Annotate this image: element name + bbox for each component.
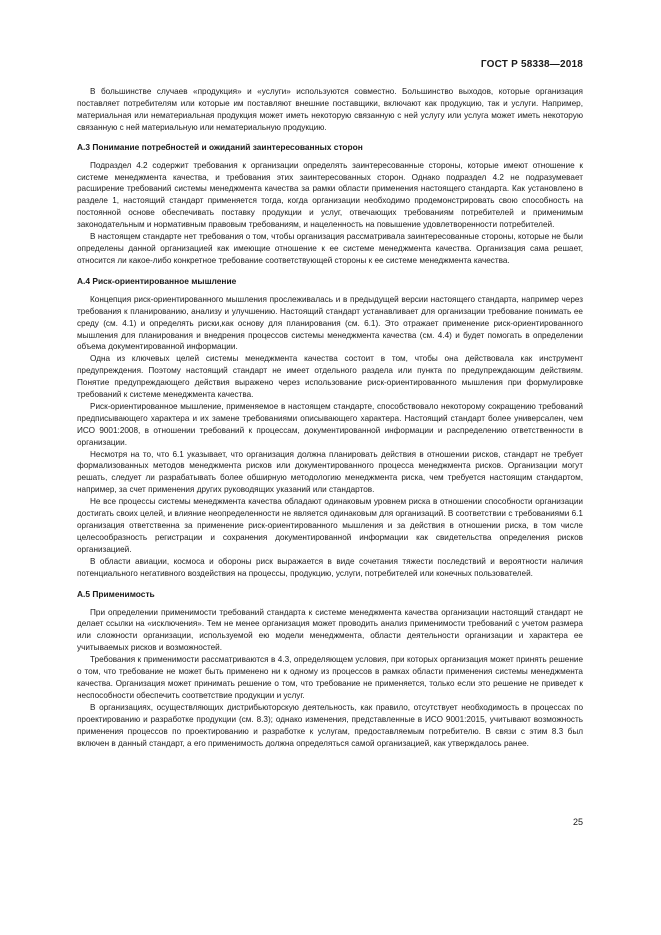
paragraph: Несмотря на то, что 6.1 указывает, что организация должна планировать действия в отношении рисков, стандарт не требует формализованных методов менеджмента рисков или документированного процесса менеджмента рисков. Организации могут решать, следует ли разрабатывать более обширную методологию менеджмента риска, чем требуется настоящим стандартом, например, за счет применения других руководящих указаний или стандартов.	[77, 449, 583, 495]
document-body	[77, 86, 583, 749]
paragraph: В организациях, осуществляющих дистрибьюторскую деятельность, как правило, отсутствует необходимость в процессах по проектированию и разработке продукции (см. 8.3); однако изменения, представленные в ИСО 9001:2015, учитывают возможность применения процессов по проектированию и разработке к услугам, предоставляемым потребителю. В связи с этим 8.3 был включен в данный стандарт, а его применимость должна определяться самой организацией, как утверждалось ранее.	[77, 702, 583, 748]
paragraph: Концепция риск-ориентированного мышления прослеживалась и в предыдущей версии настоящего стандарта, например через требования к планированию, анализу и улучшению. Настоящий стандарт устанавливает для организации требование понимать ее среду (см. 4.1) и определять риски,как основу для планирования (см. 6.1). Это отражает применение риск-ориентированного мышления для планирования и внедрения процессов системы менеджмента качества (см. 4.4) и будет помогать в определении объема документированной информации.	[77, 294, 583, 352]
paragraph: Риск-ориентированное мышление, применяемое в настоящем стандарте, способствовало некоторому сокращению требований предписывающего характера и их замене требованиями описывающего характера. Настоящий стандарт более универсален, чем ИСО 9001:2008, в отношении требований к процессам, документированной информации и распределению ответственности в организации.	[77, 401, 583, 447]
section-heading-a4: А.4 Риск-ориентированное мышление	[77, 275, 237, 286]
paragraph: Одна из ключевых целей системы менеджмента качества состоит в том, чтобы она действовала как инструмент предупреждения. Поэтому настоящий стандарт не имеет отдельного раздела или пункта по предупреждающим действиям. Понятие предупреждающего действия выражено через использование риск-ориентированного мышления при формулировке требований к системе менеджмента качества.	[77, 354, 583, 400]
page-number: 25	[572, 817, 583, 827]
paragraph: При определении применимости требований стандарта к системе менеджмента качества организации настоящий стандарт не делает ссылки на «исключения». Тем не менее организация может проводить анализ применимости требований с учетом размера или сложности организации, используемой ею модели менеджмента, области деятельности организации и характера ее учитываемых рисков и возможностей.	[77, 607, 583, 653]
paragraph: Подраздел 4.2 содержит требования к организации определять заинтересованные стороны, которые имеют отношение к системе менеджмента качества, и требования этих заинтересованных сторон. Однако подраздел 4.2 не подразумевает расширение требований системы менеджмента качества за рамки области применения настоящего стандарта. Как установлено в разделе 1, настоящий стандарт применяется тогда, когда организации необходимо продемонстрировать свою способность на постоянной основе обеспечивать поставку продукции и услуг, отвечающих требованиям потребителей и применимым законодательным и нормативным правовым требованиям, и нацеленность на повышение удовлетворенности потребителей.	[77, 160, 583, 230]
section-heading-a3: А.3 Понимание потребностей и ожиданий заинтересованных сторон	[77, 141, 363, 152]
paragraph: В настоящем стандарте нет требования о том, чтобы организация рассматривала заинтересованные стороны, которые не были определены данной организацией как имеющие отношение к ее системе менеджмента качества. Организация сама решает, относится ли какое-либо конкретное требование соответствующей стороны к ее системе менеджмента качества.	[77, 232, 583, 265]
intro-paragraph: В большинстве случаев «продукция» и «услуги» используются совместно. Большинство выходов, которые организация поставляет потребителям или которые им поставляют внешние поставщики, включают как продукцию, так и услуги. Например, материальная или нематериальная продукция может иметь некоторую связанную с ней услугу или услуга может иметь некоторую связанную с ней материальную или нематериальную продукцию.	[77, 87, 583, 132]
paragraph: В области авиации, космоса и обороны риск выражается в виде сочетания тяжести последствий и вероятности наличия потенциального негативного воздействия на процессы, продукцию, услуги, потребителей или конечных пользователей.	[77, 556, 583, 578]
section-heading-a5: А.5 Применимость	[77, 588, 155, 599]
standard-designation: ГОСТ Р 58338—2018	[480, 59, 583, 70]
paragraph: Не все процессы системы менеджмента качества обладают одинаковым уровнем риска в отношении способности организации достигать своих целей, и влияние неопределенности не является одинаковым для организаций. В соответствии с требованиями 6.1 организация ответственна за применение риск-ориентированного мышления и за действия в отношении риска, в том числе целесообразность регистрации и сохранения документированной информации как свидетельства определения рисков организацией.	[77, 497, 583, 554]
paragraph: Требования к применимости рассматриваются в 4.3, определяющем условия, при которых организация может принять решение о том, что требование не может быть применено ни к одному из процессов в рамках области применения системы менеджмента качества. Организация может принимать решение о том, что требование не применяется, только если это решение не приведет к неспособности обеспечить соответствие продукции и услуг.	[77, 655, 583, 700]
